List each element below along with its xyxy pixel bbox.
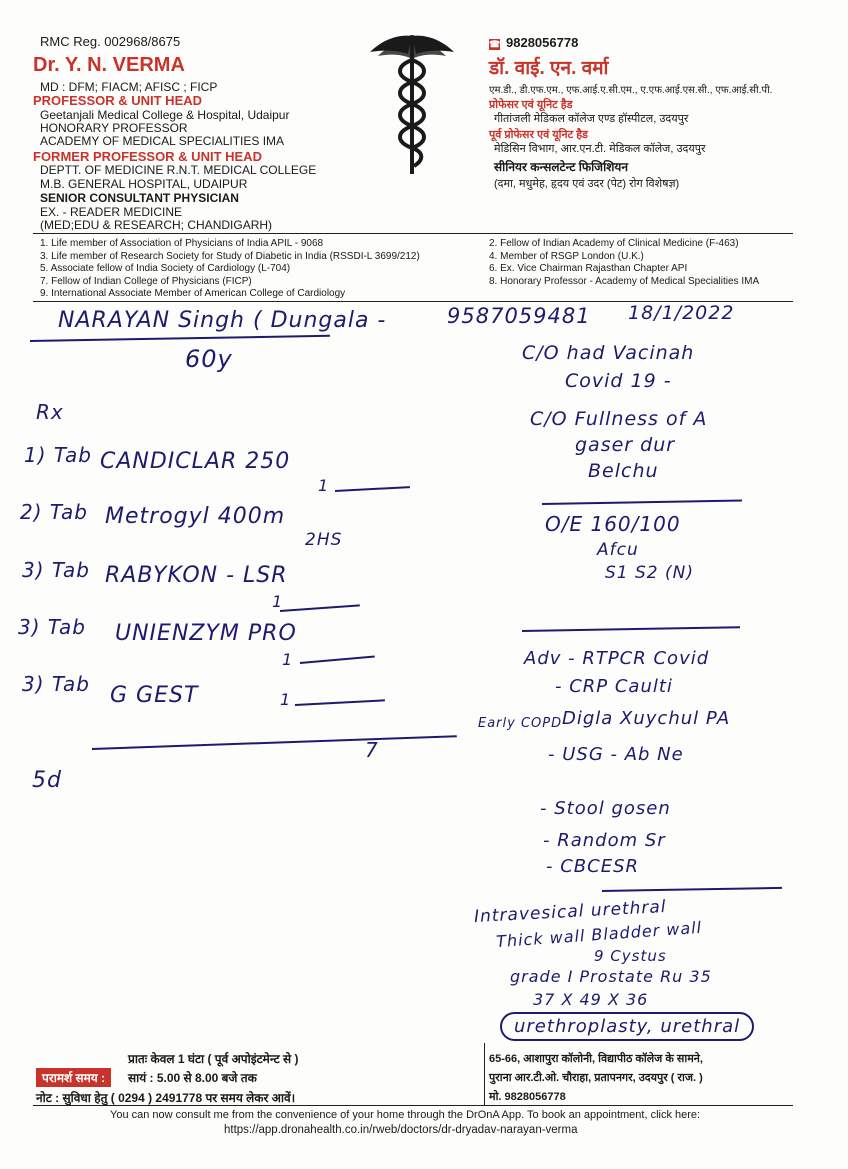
reader-line: EX. - READER MEDICINE <box>40 205 183 219</box>
phone-icon: ☎ <box>489 39 501 49</box>
rx-drug-name: Metrogyl 400m <box>105 504 286 529</box>
exam-divider <box>522 626 740 632</box>
doctor-name-english: Dr. Y. N. VERMA <box>33 54 185 76</box>
consultation-time-label: परामर्श समय : <box>36 1068 111 1087</box>
senior-consultant-line: SENIOR CONSULTANT PHYSICIAN <box>40 191 239 205</box>
patient-name: NARAYAN Singh ( Dungala - <box>58 308 387 333</box>
membership-item: 2. Fellow of Indian Academy of Clinical Medicine (F-463) <box>489 238 739 249</box>
rx-drug-name: UNIENZYM PRO <box>115 621 297 646</box>
dose-line <box>280 604 360 612</box>
usg-finding: 37 X 49 X 36 <box>533 990 649 1009</box>
designation-former-hindi: पूर्व प्रोफेसर एवं यूनिट हैड <box>489 129 588 141</box>
caduceus-logo-icon <box>368 30 456 180</box>
rx-dose: 1 <box>280 690 292 709</box>
membership-item: 9. International Associate Member of American College of Cardiology <box>40 288 346 299</box>
patient-age: 60y <box>185 345 233 373</box>
morning-timing: प्रातः केवल 1 घंटा ( पूर्व अपोइंटमेन्ट से ) <box>128 1052 299 1066</box>
advice-heading: Adv - RTPCR Covid <box>524 648 710 669</box>
impression-note: urethroplasty, urethral <box>500 1012 754 1041</box>
advice-divider <box>602 887 782 892</box>
clinic-address-line: 65-66, आशापुरा कॉलोनी, विद्यापीठ कॉलेज के सामने, <box>489 1053 703 1065</box>
history-note: C/O Fullness of A <box>530 408 708 430</box>
rx-item-number: 3) Tab <box>18 615 86 639</box>
history-divider <box>542 500 742 505</box>
early-copd-note: Early COPD <box>478 716 563 731</box>
patient-phone: 9587059481 <box>447 304 591 328</box>
usg-finding: Intravesical urethral <box>473 896 668 928</box>
rx-drug-name: CANDICLAR 250 <box>100 449 291 474</box>
clinic-phone: मो. 9828056778 <box>489 1091 566 1103</box>
senior-consultant-hindi: सीनियर कन्सलटेन्ट फिजिशियन <box>494 160 628 174</box>
rx-dose: 2HS <box>305 530 343 550</box>
footer-vertical-divider <box>484 1043 485 1105</box>
memberships-right-list <box>489 238 759 288</box>
rx-item-number: 2) Tab <box>20 500 88 524</box>
hospital-line: Geetanjali Medical College & Hospital, Udaipur <box>40 108 290 122</box>
history-note: gaser dur <box>575 434 676 456</box>
rx-item-number: 3) Tab <box>22 558 90 582</box>
usg-finding: Thick wall Bladder wall <box>495 917 703 952</box>
designation-former: FORMER PROFESSOR & UNIT HEAD <box>33 149 262 164</box>
usg-finding: grade I Prostate Ru 35 <box>510 967 712 986</box>
header-divider <box>33 233 793 234</box>
evening-timing: सायं : 5.00 से 8.00 बजे तक <box>128 1071 257 1085</box>
rx-item-number: 1) Tab <box>24 443 92 467</box>
designation-current: PROFESSOR & UNIT HEAD <box>33 93 203 108</box>
footer-divider <box>33 1105 793 1106</box>
doctor-degrees: MD : DFM; FIACM; AFISC ; FICP <box>40 80 218 94</box>
general-hospital-line: M.B. GENERAL HOSPITAL, UDAIPUR <box>40 177 248 191</box>
advice-item: - Random Sr <box>543 830 666 851</box>
history-note: Belchu <box>588 460 659 482</box>
advice-item: - USG - Ab Ne <box>548 744 684 765</box>
designation-current-hindi: प्रोफेसर एवं यूनिट हैड <box>489 99 573 111</box>
membership-item: 8. Honorary Professor - Academy of Medical Specialities IMA <box>489 275 760 287</box>
membership-item: 6. Ex. Vice Chairman Rajasthan Chapter API <box>489 263 688 274</box>
rx-drug-name: RABYKON - LSR <box>105 563 288 588</box>
rx-symbol: Rx <box>36 400 64 424</box>
membership-item: 3. Life member of Research Society for Study of Diabetic in India (RSSDI-L 3699/212) <box>40 250 420 262</box>
app-booking-link[interactable]: https://app.dronahealth.co.in/rweb/doctors/dr-dryadav-narayan-verma <box>224 1124 578 1136</box>
academy-line: ACADEMY OF MEDICAL SPECIALITIES IMA <box>40 134 285 148</box>
app-promo-text: You can now consult me from the convenience of your home through the DrOnA App. To book an appointment, click here: <box>110 1109 701 1121</box>
department-line-hindi: मेडिसिन विभाग, आर.एन.टी. मेडिकल कॉलेज, उदयपुर <box>494 143 706 155</box>
hospital-line-hindi: गीतांजली मेडिकल कॉलेज एण्ड हॉस्पीटल, उदयपुर <box>494 113 689 125</box>
rx-drug-name: G GEST <box>110 683 199 708</box>
rmc-registration: RMC Reg. 002968/8675 <box>40 34 181 49</box>
prescription-date: 18/1/2022 <box>628 302 735 324</box>
rx-dose: 1 <box>272 592 284 611</box>
exam-note: Afcu <box>597 540 639 560</box>
usg-finding: 9 Cystus <box>594 947 667 965</box>
membership-item: 7. Fellow of Indian College of Physicians (FICP) <box>40 275 252 287</box>
membership-item: 4. Member of RSGP London (U.K.) <box>489 250 644 262</box>
exam-note: S1 S2 (N) <box>605 563 695 583</box>
department-line: DEPTT. OF MEDICINE R.N.T. MEDICAL COLLEGE <box>40 163 317 177</box>
exam-note: O/E 160/100 <box>545 512 681 536</box>
rx-dose: 1 <box>282 650 294 669</box>
patient-underline <box>30 335 330 342</box>
advice-item: - Stool gosen <box>540 798 671 819</box>
doctor-name-hindi: डॉ. वाई. एन. वर्मा <box>489 58 609 79</box>
dose-line <box>335 486 410 492</box>
advice-item: - CRP Caulti <box>555 676 673 697</box>
dose-line <box>295 699 385 706</box>
specialist-line-hindi: (दमा, मधुमेह, हृदय एवं उदर (पेट) रोग विशेषज्ञ) <box>494 178 680 190</box>
phone-number: ☎ 9828056778 <box>489 35 579 50</box>
membership-item: 1. Life member of Association of Physicians of India APIL - 9068 <box>40 238 324 249</box>
memberships-left-list <box>40 238 420 301</box>
doctor-degrees-hindi: एम.डी., डी.एफ.एम., एफ.आई.ए.सी.एम., ए.एफ.आई.एस.सी., एफ.आई.सी.पी. <box>489 85 773 96</box>
rx-dose: 1 <box>318 476 330 495</box>
rx-end-line <box>92 735 457 750</box>
history-note: C/O had Vacinah <box>522 342 695 364</box>
history-note: Covid 19 - <box>565 370 672 392</box>
honorary-line: HONORARY PROFESSOR <box>40 121 188 135</box>
membership-item: 5. Associate fellow of India Society of Cardiology (L-704) <box>40 263 291 274</box>
appointment-note: नोट : सुविधा हेतु ( 0294 ) 2491778 पर समय लेकर आवें। <box>36 1091 296 1105</box>
advice-item: Digla Xuychul PA <box>562 708 731 729</box>
follow-up: 5d <box>32 768 62 793</box>
chandigarh-line: (MED;EDU & RESEARCH; CHANDIGARH) <box>40 218 273 232</box>
advice-item: - CBCESR <box>546 856 640 877</box>
rx-item-number: 3) Tab <box>22 672 90 696</box>
rx-duration: 7 <box>365 738 379 762</box>
clinic-address-line: पुराना आर.टी.ओ. चौराहा, प्रतापनगर, उदयपुर ( राज. ) <box>489 1072 703 1084</box>
dose-line <box>300 655 375 664</box>
